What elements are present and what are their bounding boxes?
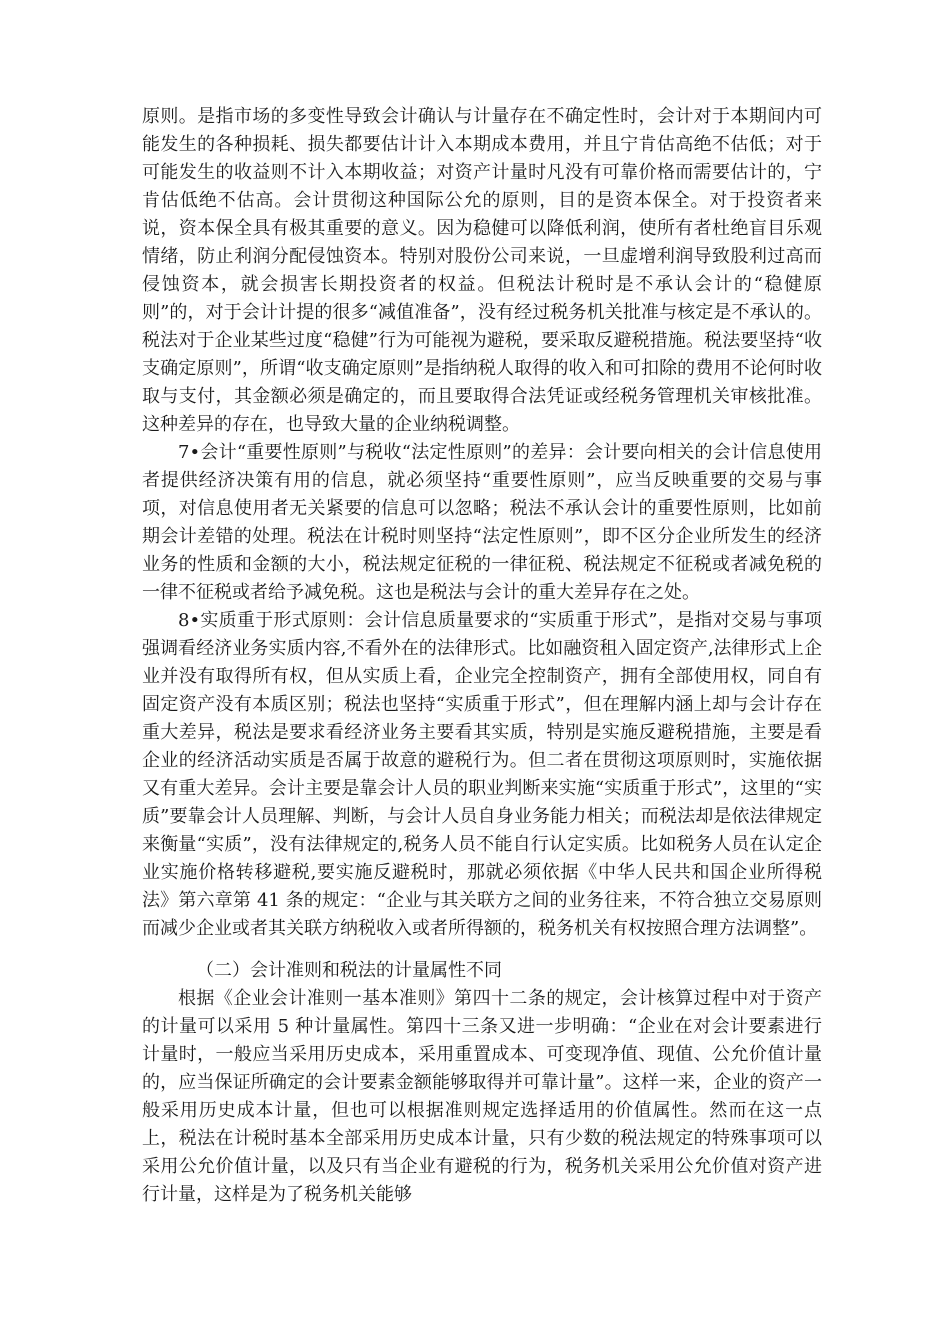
section-heading: （二）会计准则和税法的计量属性不同 [196,960,502,981]
paragraph-substance-over-form: 8•实质重于形式原则：会计信息质量要求的“实质重于形式”，是指对交易与事项强调看经济业务实质内容,不看外在的法律形式。比如融资租入固定资产,法律形式上企业并没有取得所有权，但从实质上看，企业完全控制资产，拥有全部使用权，同自有固定资产没有本质区别；税法也坚持“实质重于形式”，但在理解内涵上却与会计存在重大差异，税法是要求看经济业务主要看其实质，特别是实施反避税措施，主要是看企业的经济活动实质是否属于故意的避税行为。但二者在贯彻这项原则时，实施依据又有重大差异。会计主要是靠会计人员的职业判断来实施“实质重于形式”，这里的“实质”要靠会计人员理解、判断，与会计人员自身业务能力相关；而税法却是依法律规定来衡量“实质”，没有法律规定的,税务人员不能自行认定实质。比如税务人员在认定企业实施价格转移避税,要实施反避税时，那就必须依据《中华人民共和国企业所得税法》第六章第 41 条的规定：“企业与其关联方之间的业务往来，不符合独立交易原则而减少企业或者其关联方纳税收入或者所得额的，税务机关有权按照合理方法调整”。 [142,610,822,939]
document-page [142,103,822,1209]
paragraph-prudence-principle: 原则。是指市场的多变性导致会计确认与计量存在不确定性时，会计对于本期间内可能发生的各种损耗、损失都要估计计入本期成本费用，并且宁肯估高绝不估低；对于可能发生的收益则不计入本期收益；对资产计量时凡没有可靠价格而需要估计的，宁肯估低绝不估高。会计贯彻这种国际公允的原则，目的是资本保全。对于投资者来说，资本保全具有极其重要的意义。因为稳健可以降低利润，使所有者杜绝盲目乐观情绪，防止利润分配侵蚀资本。特别对股份公司来说，一旦虚增利润导致股利过高而侵蚀资本，就会损害长期投资者的权益。但税法计税时是不承认会计的“稳健原则”的，对于会计计提的很多“减值准备”，没有经过税务机关批准与核定是不承认的。税法对于企业某些过度“稳健”行为可能视为避税，要采取反避税措施。税法要坚持“收支确定原则”，所谓“收支确定原则”是指纳税人取得的收入和可扣除的费用不论何时收取与支付，其金额必须是确定的，而且要取得合法凭证或经税务管理机关审核批准。这种差异的存在，也导致大量的企业纳税调整。 [142,106,822,435]
paragraph-measurement-attributes: 根据《企业会计准则一基本准则》第四十二条的规定，会计核算过程中对于资产的计量可以采用 5 种计量属性。第四十三条又进一步明确：“企业在对会计要素进行计量时，一般应当采用历史成本，采用重置成本、可变现净值、现值、公允价值计量的，应当保证所确定的会计要素金额能够取得并可靠计量”。这样一来，企业的资产一般采用历史成本计量，但也可以根据准则规定选择适用的价值属性。然而在这一点上，税法在计税时基本全部采用历史成本计量，只有少数的税法规定的特殊事项可以采用公允价值计量，以及只有当企业有避税的行为，税务机关采用公允价值对资产进行计量，这样是为了税务机关能够 [142,988,822,1205]
paragraph-materiality-principle: 7•会计“重要性原则”与税收“法定性原则”的差异：会计要向相关的会计信息使用者提供经济决策有用的信息，就必须坚持“重要性原则”，应当反映重要的交易与事项，对信息使用者无关紧要的信息可以忽略；税法不承认会计的重要性原则，比如前期会计差错的处理。税法在计税时则坚持“法定性原则”，即不区分企业所发生的经济业务的性质和金额的大小，税法规定征税的一律征税、税法规定不征税或者减免税的一律不征税或者给予减免税。这也是税法与会计的重大差异存在之处。 [142,442,822,603]
